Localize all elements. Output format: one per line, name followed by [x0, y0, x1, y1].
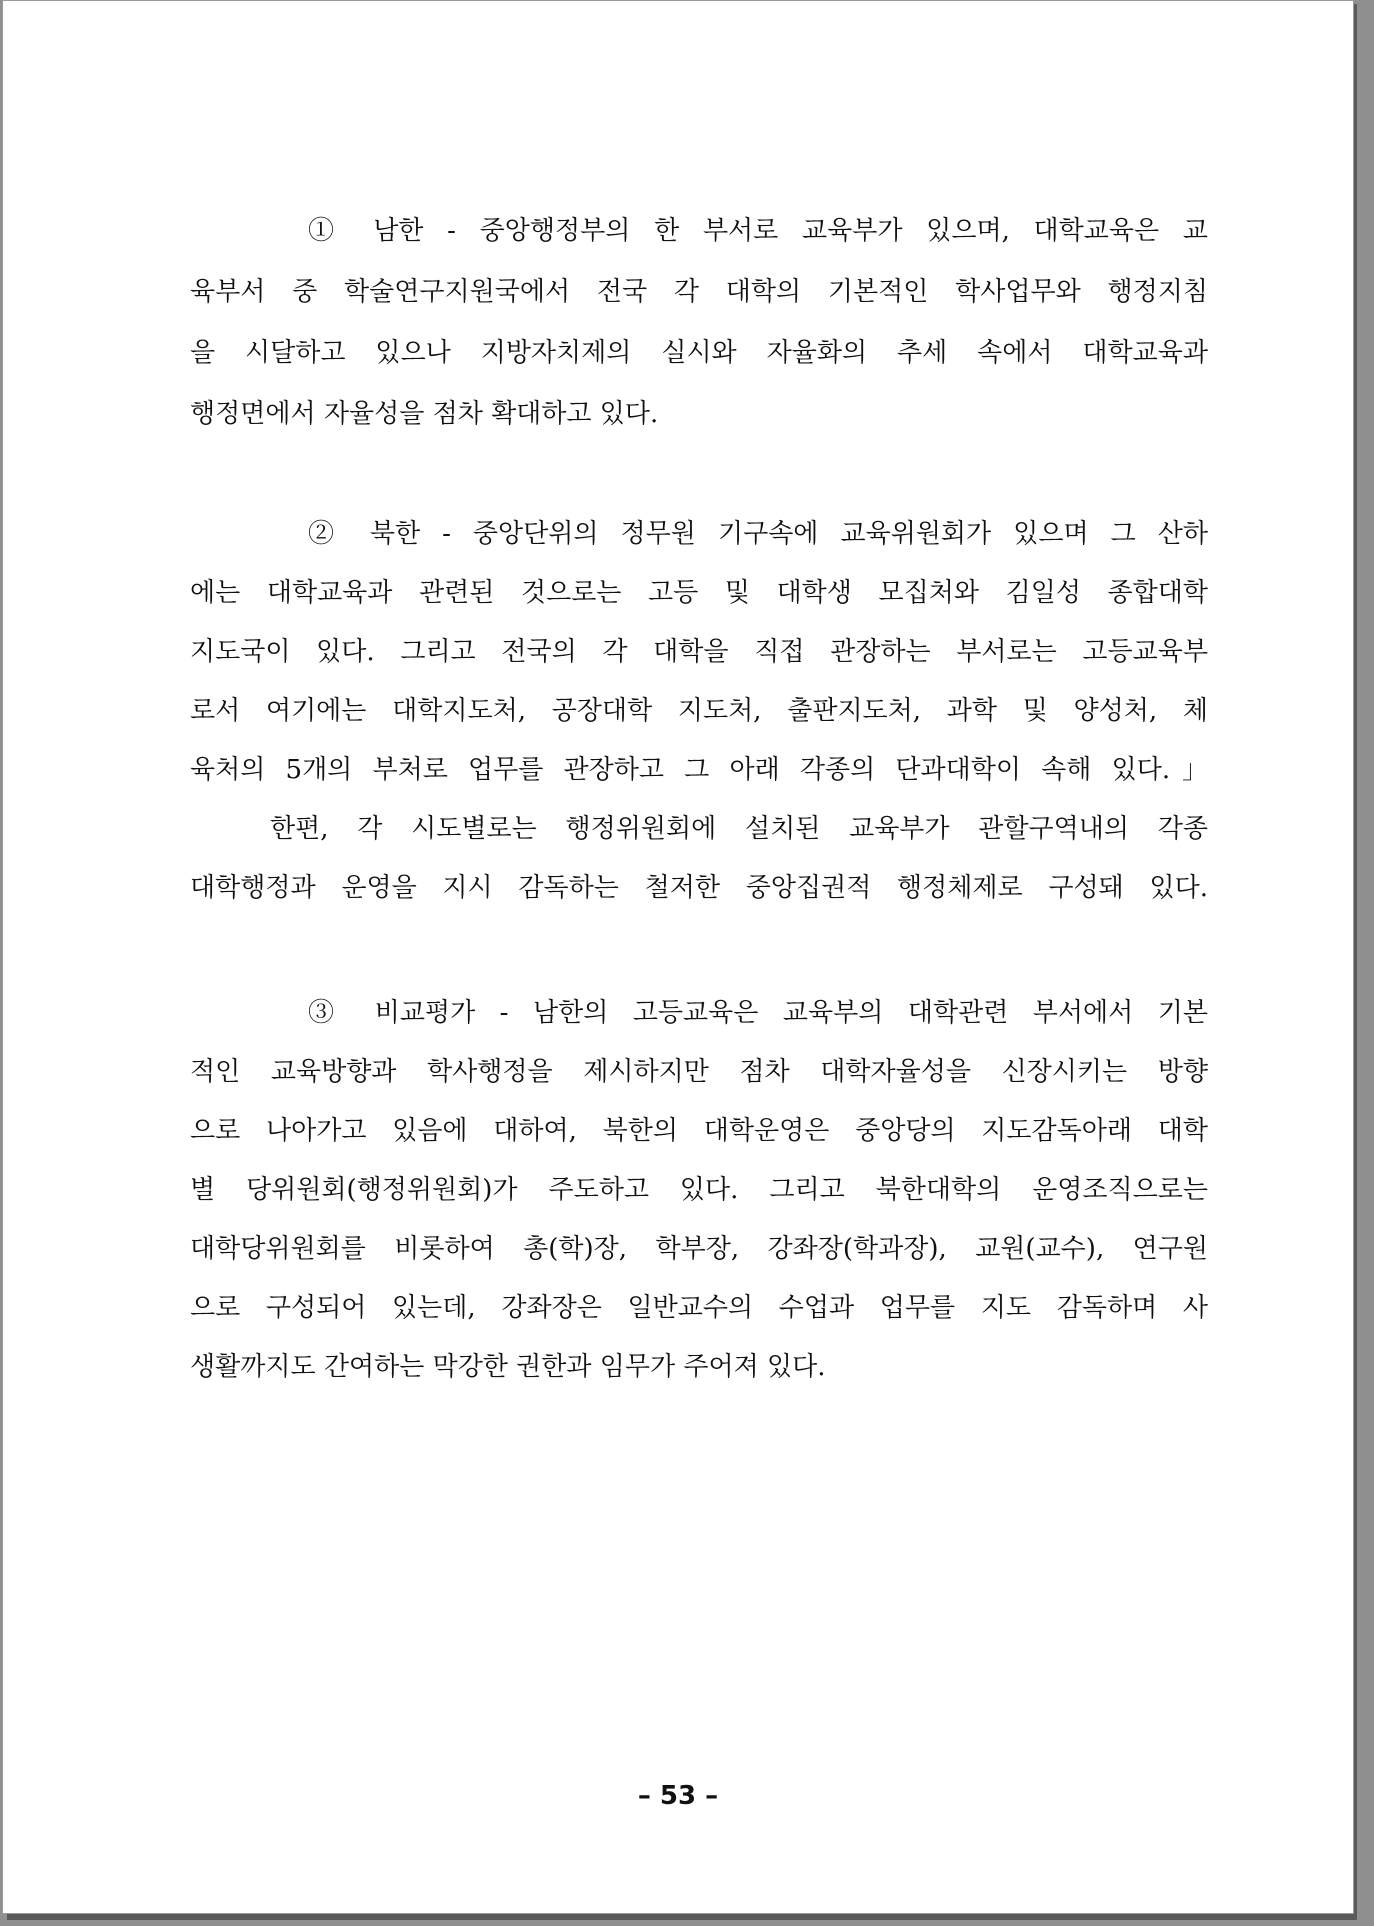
page-number: – 53 – [637, 1781, 719, 1811]
text-line: 별 당위원회(행정위원회)가 주도하고 있다. 그리고 북한대학의 운영조직으로는 [190, 1175, 1208, 1205]
text-line: 으로 나아가고 있음에 대하여, 북한의 대학운영은 중앙당의 지도감독아래 대학 [190, 1116, 1208, 1146]
text-line: ③ 비교평가 - 남한의 고등교육은 교육부의 대학관련 부서에서 기본 [308, 998, 1208, 1028]
text-line: 적인 교육방향과 학사행정을 제시하지만 점차 대학자율성을 신장시키는 방향 [190, 1057, 1208, 1087]
text-line: 한편, 각 시도별로는 행정위원회에 설치된 교육부가 관할구역내의 각종 [270, 814, 1208, 844]
text-line: 생활까지도 간여하는 막강한 권한과 임무가 주어져 있다. [190, 1352, 826, 1382]
text-line: 대학당위원회를 비롯하여 총(학)장, 학부장, 강좌장(학과장), 교원(교수), 연구원 [190, 1234, 1208, 1264]
text-line: 을 시달하고 있으나 지방자치제의 실시와 자율화의 추세 속에서 대학교육과 [190, 338, 1208, 368]
text-line: 에는 대학교육과 관련된 것으로는 고등 및 대학생 모집처와 김일성 종합대학 [190, 578, 1208, 608]
text-line: 으로 구성되어 있는데, 강좌장은 일반교수의 수업과 업무를 지도 감독하며 사 [190, 1293, 1208, 1323]
text-line: 대학행정과 운영을 지시 감독하는 철저한 중앙집권적 행정체제로 구성돼 있다. [190, 873, 1208, 903]
text-line: 행정면에서 자율성을 점차 확대하고 있다. [190, 399, 659, 429]
text-line: ② 북한 - 중앙단위의 정무원 기구속에 교육위원회가 있으며 그 산하 [308, 519, 1208, 549]
text-line: 육부서 중 학술연구지원국에서 전국 각 대학의 기본적인 학사업무와 행정지침 [190, 277, 1208, 307]
text-line: 로서 여기에는 대학지도처, 공장대학 지도처, 출판지도처, 과학 및 양성처, 체 [190, 696, 1208, 726]
text-line: 육처의 5개의 부처로 업무를 관장하고 그 아래 각종의 단과대학이 속해 있다.」 [190, 755, 1208, 785]
text-line: ① 남한 - 중앙행정부의 한 부서로 교육부가 있으며, 대학교육은 교 [308, 216, 1208, 246]
text-line: 지도국이 있다. 그리고 전국의 각 대학을 직접 관장하는 부서로는 고등교육부 [190, 637, 1208, 667]
document-page [2, 0, 1354, 1914]
